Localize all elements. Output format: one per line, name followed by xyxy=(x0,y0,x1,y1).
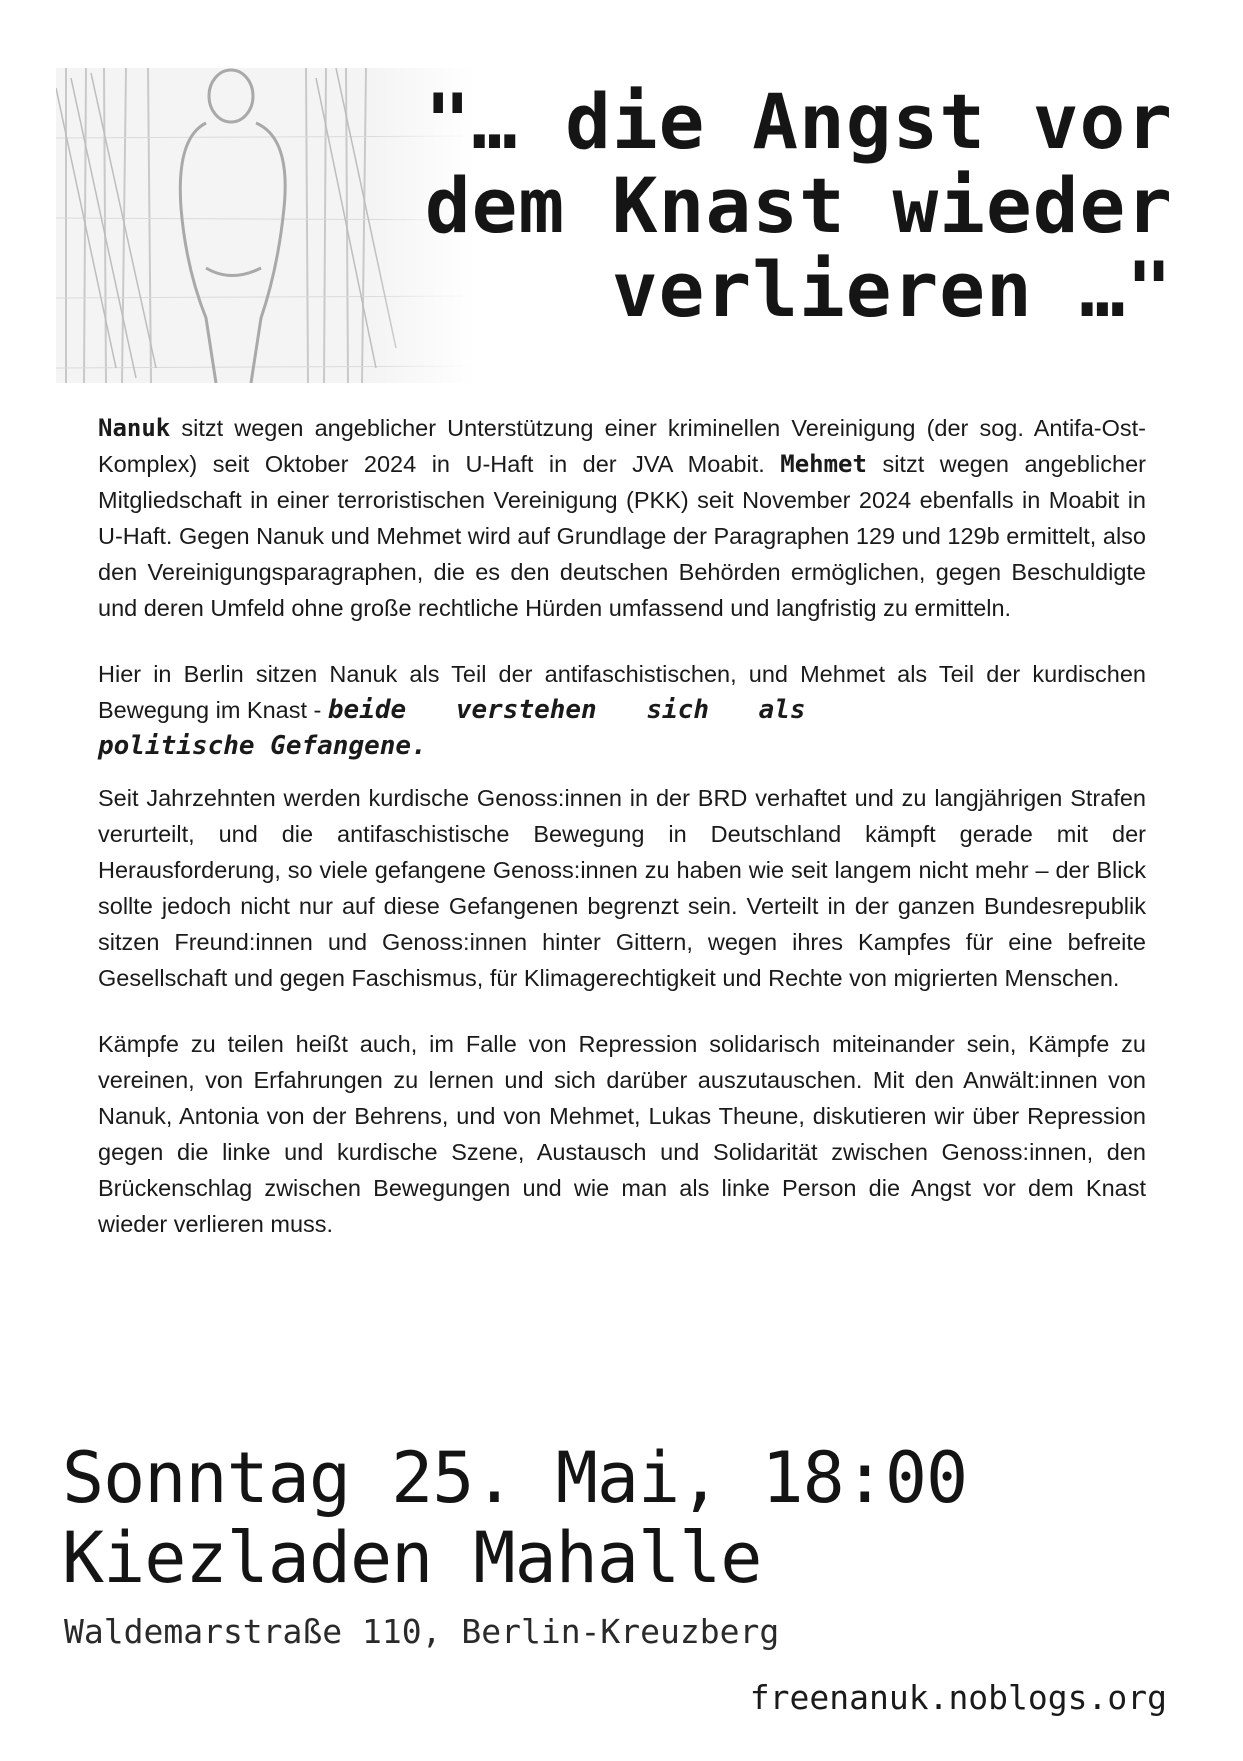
website-url[interactable]: freenanuk.noblogs.org xyxy=(749,1678,1167,1717)
paragraph-4: Kämpfe zu teilen heißt auch, im Falle von Repression solidarisch miteinander sein, Kämpfe zu vereinen, von Erfahrungen zu lernen und sich darüber auszutauschen. Mit den Anwält:innen von Nanuk, Antonia von der Behrens, und von Mehmet, Lukas Theune, diskutieren wir über Repression gegen die linke und kurdische Szene, Austausch und Solidarität zwischen Genoss:innen, den Brückenschlag zwischen Bewegungen und wie man als linke Person die Angst vor dem Knast wieder verlieren muss. xyxy=(98,1031,1146,1237)
paragraph-1-text-b: sitzt wegen angeblicher Mitgliedschaft in einer terroristischen Vereinigung (PKK) seit November 2024 ebenfalls in Moabit in U-Haft. Gegen Nanuk und Mehmet wird auf Grundlage der Paragraphen 129 und 129b ermittelt, also den Vereinigungsparagraphen, die es den deutschen Behörden ermöglichen, gegen Beschuldigte und deren Umfeld ohne große rechtliche Hürden umfassend und langfristig zu ermitteln. xyxy=(98,451,1146,621)
event-place: Kiezladen Mahalle xyxy=(62,1517,762,1599)
paragraph-2-emphasis-a: beide verstehen sich als xyxy=(327,695,806,725)
paragraph-2-emphasis-b: politische Gefangene. xyxy=(98,731,427,761)
headline-line-3: verlieren …" xyxy=(611,245,1173,334)
name-nanuk: Nanuk xyxy=(98,414,171,442)
headline xyxy=(353,77,1173,334)
event-date: Sonntag 25. Mai, 18:00 xyxy=(62,1437,968,1519)
paragraph-1 xyxy=(98,410,1146,626)
headline-line-1: "… die Angst vor xyxy=(424,77,1173,166)
paragraph-2 xyxy=(98,656,1146,764)
paragraph-2-text: Hier in Berlin sitzen Nanuk als Teil der antifaschistischen, und Mehmet als Teil der kurdischen Bewegung im Knast - xyxy=(98,661,1146,723)
headline-line-2: dem Knast wieder xyxy=(424,161,1173,250)
paragraph-1-text-a: sitzt wegen angeblicher Unterstützung einer kriminellen Vereinigung (der sog. Antifa-Ost-Komplex) seit Oktober 2024 in U-Haft in der JVA Moabit. xyxy=(98,415,1146,477)
body-text xyxy=(98,410,1146,1272)
name-mehmet: Mehmet xyxy=(780,450,867,478)
paragraph-3: Seit Jahrzehnten werden kurdische Genoss:innen in der BRD verhaftet und zu langjährigen Strafen verurteilt, und die antifaschistische Bewegung in Deutschland kämpft gerade mit der Herausforderung, so viele gefangene Genoss:innen zu haben wie seit langem nicht mehr – der Blick sollte jedoch nicht nur auf diese Gefangenen begrenzt sein. Verteilt in der ganzen Bundesrepublik sitzen Freund:innen und Genoss:innen hinter Gittern, wegen ihres Kampfes für eine befreite Gesellschaft und gegen Faschismus, für Klimagerechtigkeit und Rechte von migrierten Menschen. xyxy=(98,785,1146,991)
event-address: Waldemarstraße 110, Berlin-Kreuzberg xyxy=(64,1612,780,1651)
